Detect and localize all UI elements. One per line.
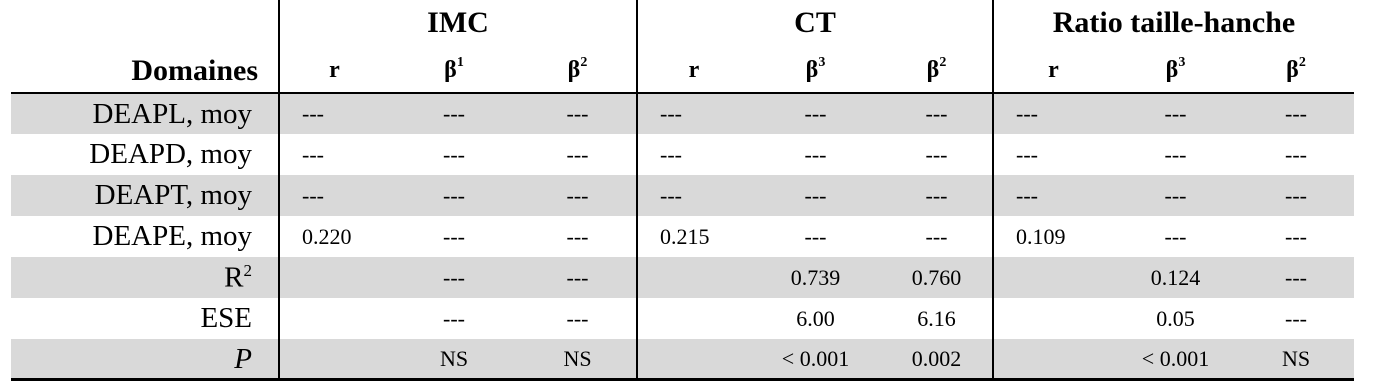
group-header-row (11, 0, 1354, 40)
empty-corner (11, 0, 279, 40)
table-cell: 0.760 (881, 257, 993, 298)
table-cell: --- (1238, 175, 1354, 216)
table-cell: --- (389, 175, 519, 216)
row-label: DEAPL, moy (11, 93, 279, 134)
table-cell: < 0.001 (750, 339, 881, 380)
table-cell: --- (993, 134, 1113, 175)
group-ct-header: CT (637, 0, 993, 40)
table-cell: --- (925, 141, 948, 167)
table-cell: < 0.001 (1113, 339, 1238, 380)
group-imc-header: IMC (279, 0, 637, 40)
table-cell (637, 257, 750, 298)
table-cell: --- (443, 141, 465, 167)
table-cell: --- (566, 223, 589, 249)
table-row (11, 175, 1354, 216)
table-cell: --- (750, 175, 881, 216)
table-cell: --- (1285, 305, 1307, 331)
ct-beta2-header: $\beta^2$ (881, 40, 993, 93)
table-cell: --- (389, 93, 519, 134)
table-cell: 6.00 (796, 305, 835, 331)
table-cell: NS (519, 339, 637, 380)
table-cell (993, 257, 1113, 298)
table-row (11, 216, 1354, 257)
table-cell: --- (279, 93, 389, 134)
table-cell: --- (1238, 257, 1354, 298)
table-row (11, 339, 1354, 380)
table-cell: --- (637, 134, 750, 175)
table-cell: --- (389, 257, 519, 298)
table-cell: 0.124 (1113, 257, 1238, 298)
table-cell (637, 298, 750, 339)
table-cell: --- (1238, 93, 1354, 134)
table-cell: --- (519, 175, 637, 216)
imc-beta1-header: $\beta^1$ (389, 40, 519, 93)
row-label: ESE (200, 302, 252, 334)
ct-r-header: r (637, 40, 750, 93)
table-cell: 0.002 (881, 339, 993, 380)
imc-r-header: r (279, 40, 389, 93)
row-label: DEAPD, moy (89, 138, 252, 170)
row-label: DEAPT, moy (11, 175, 279, 216)
table-cell (279, 339, 389, 380)
results-table (11, 0, 1354, 381)
table-cell: --- (1164, 223, 1187, 249)
table-cell: NS (389, 339, 519, 380)
table-cell (637, 339, 750, 380)
table-cell: --- (1164, 141, 1187, 167)
table-cell: 0.739 (750, 257, 881, 298)
table-cell: --- (519, 93, 637, 134)
rth-r-header: r (993, 40, 1113, 93)
table-cell: --- (279, 134, 389, 175)
table-cell: NS (1238, 339, 1354, 380)
imc-beta2-header: $\beta^2$ (519, 40, 637, 93)
table-row (11, 93, 1354, 134)
table-cell: --- (566, 305, 589, 331)
table-cell: --- (637, 93, 750, 134)
table-cell: --- (804, 223, 827, 249)
row-label: DEAPE, moy (92, 220, 252, 252)
table-cell (279, 298, 389, 339)
table-cell: --- (881, 175, 993, 216)
table-cell: --- (925, 223, 948, 249)
table-row (11, 134, 1354, 175)
table-cell: --- (566, 141, 589, 167)
table-cell (279, 257, 389, 298)
table-cell: --- (804, 141, 827, 167)
group-ratio-header: Ratio taille-hanche (993, 0, 1354, 40)
rth-beta2-header: $\beta^2$ (1238, 40, 1354, 93)
bottom-rule (11, 378, 1354, 380)
table-body (11, 93, 1354, 380)
table-cell: 0.220 (279, 216, 389, 257)
subcolumn-header-row (11, 40, 1354, 93)
table-cell (993, 298, 1113, 339)
table-row (11, 257, 1354, 298)
row-label: $R^2$ (11, 257, 279, 298)
table-cell: --- (443, 223, 465, 249)
table-cell: 0.109 (993, 216, 1113, 257)
table-cell: --- (993, 175, 1113, 216)
table-cell: --- (1285, 223, 1307, 249)
table-cell: --- (993, 93, 1113, 134)
ct-beta3-header: $\beta^3$ (750, 40, 881, 93)
table-cell: --- (1113, 175, 1238, 216)
table-cell: 6.16 (917, 305, 956, 331)
table-cell: --- (881, 93, 993, 134)
table-cell: --- (443, 305, 465, 331)
row-label: P (11, 339, 279, 380)
table-cell: 0.215 (637, 216, 750, 257)
table-cell: --- (279, 175, 389, 216)
table-cell: --- (1113, 93, 1238, 134)
table-cell: 0.05 (1156, 305, 1195, 331)
table-cell: --- (519, 257, 637, 298)
rth-beta3-header: $\beta^3$ (1113, 40, 1238, 93)
table-row (11, 298, 1354, 339)
table-cell: --- (750, 93, 881, 134)
domaines-header: Domaines (11, 40, 279, 93)
table-cell: --- (1285, 141, 1307, 167)
table-cell: --- (637, 175, 750, 216)
table-cell (993, 339, 1113, 380)
